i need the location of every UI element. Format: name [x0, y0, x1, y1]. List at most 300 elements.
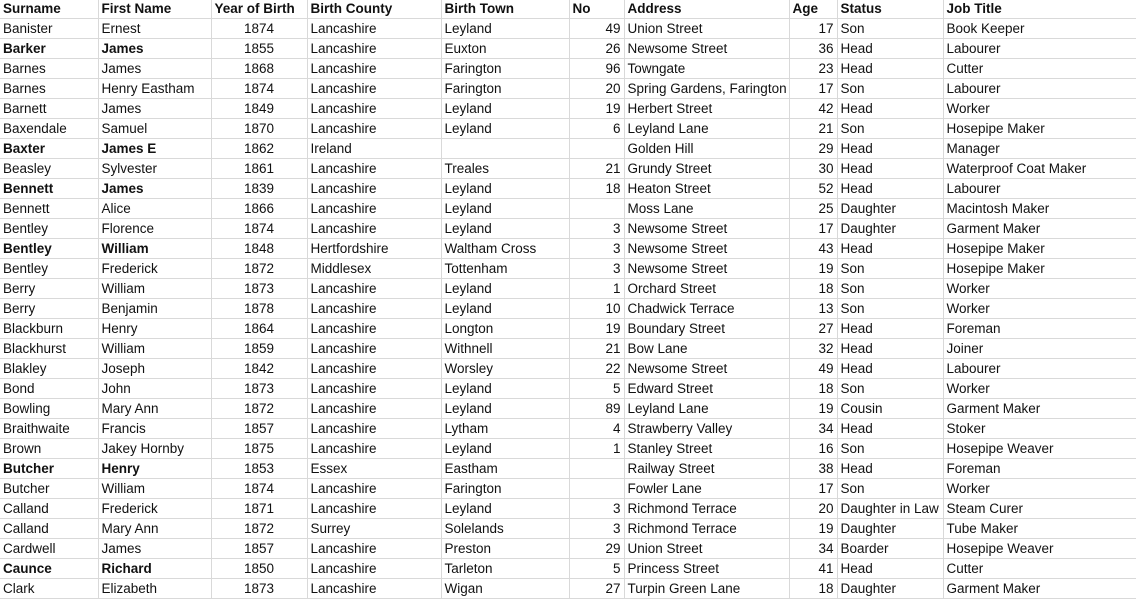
cell-first-name[interactable]: William — [98, 278, 211, 298]
cell-job-title[interactable]: Stoker — [943, 418, 1136, 438]
cell-age[interactable]: 38 — [789, 458, 837, 478]
cell-surname[interactable]: Calland — [0, 498, 98, 518]
cell-birth-town[interactable]: Euxton — [441, 38, 569, 58]
cell-birth-county[interactable]: Lancashire — [307, 558, 441, 578]
cell-surname[interactable]: Caunce — [0, 558, 98, 578]
cell-status[interactable]: Daughter — [837, 198, 943, 218]
cell-surname[interactable]: Blackhurst — [0, 338, 98, 358]
cell-job-title[interactable]: Worker — [943, 98, 1136, 118]
cell-age[interactable]: 41 — [789, 558, 837, 578]
cell-birth-town[interactable]: Tarleton — [441, 558, 569, 578]
cell-first-name[interactable]: Jakey Hornby — [98, 438, 211, 458]
cell-first-name[interactable]: John — [98, 378, 211, 398]
cell-year-of-birth[interactable]: 1874 — [211, 218, 307, 238]
cell-surname[interactable]: Berry — [0, 298, 98, 318]
cell-first-name[interactable]: Henry — [98, 318, 211, 338]
cell-house-number[interactable]: 3 — [569, 258, 624, 278]
cell-birth-town[interactable]: Wigan — [441, 578, 569, 598]
cell-birth-county[interactable]: Lancashire — [307, 158, 441, 178]
cell-surname[interactable]: Bennett — [0, 198, 98, 218]
cell-surname[interactable]: Calland — [0, 518, 98, 538]
cell-address[interactable]: Edward Street — [624, 378, 789, 398]
cell-birth-town[interactable]: Leyland — [441, 298, 569, 318]
cell-address[interactable]: Chadwick Terrace — [624, 298, 789, 318]
cell-birth-town[interactable]: Lytham — [441, 418, 569, 438]
cell-house-number[interactable]: 49 — [569, 18, 624, 38]
cell-age[interactable]: 16 — [789, 438, 837, 458]
cell-birth-county[interactable]: Lancashire — [307, 538, 441, 558]
cell-age[interactable]: 17 — [789, 218, 837, 238]
cell-age[interactable]: 20 — [789, 498, 837, 518]
cell-year-of-birth[interactable]: 1842 — [211, 358, 307, 378]
cell-house-number[interactable]: 21 — [569, 338, 624, 358]
cell-surname[interactable]: Clark — [0, 578, 98, 598]
cell-job-title[interactable]: Joiner — [943, 338, 1136, 358]
cell-job-title[interactable]: Garment Maker — [943, 218, 1136, 238]
cell-job-title[interactable]: Worker — [943, 278, 1136, 298]
cell-address[interactable]: Turpin Green Lane — [624, 578, 789, 598]
cell-surname[interactable]: Bowling — [0, 398, 98, 418]
cell-house-number[interactable]: 10 — [569, 298, 624, 318]
cell-surname[interactable]: Bentley — [0, 218, 98, 238]
cell-address[interactable]: Princess Street — [624, 558, 789, 578]
cell-age[interactable]: 23 — [789, 58, 837, 78]
cell-first-name[interactable]: Frederick — [98, 498, 211, 518]
cell-address[interactable]: Fowler Lane — [624, 478, 789, 498]
header-age[interactable]: Age — [789, 0, 837, 18]
cell-status[interactable]: Head — [837, 558, 943, 578]
cell-birth-county[interactable]: Lancashire — [307, 218, 441, 238]
cell-year-of-birth[interactable]: 1848 — [211, 238, 307, 258]
cell-age[interactable]: 49 — [789, 358, 837, 378]
cell-first-name[interactable]: Henry Eastham — [98, 78, 211, 98]
cell-status[interactable]: Son — [837, 378, 943, 398]
cell-surname[interactable]: Barnes — [0, 78, 98, 98]
cell-birth-town[interactable]: Longton — [441, 318, 569, 338]
cell-birth-town[interactable]: Leyland — [441, 398, 569, 418]
cell-age[interactable]: 42 — [789, 98, 837, 118]
header-birth-county[interactable]: Birth County — [307, 0, 441, 18]
cell-first-name[interactable]: Samuel — [98, 118, 211, 138]
cell-year-of-birth[interactable]: 1862 — [211, 138, 307, 158]
cell-house-number[interactable]: 96 — [569, 58, 624, 78]
cell-house-number[interactable]: 3 — [569, 498, 624, 518]
cell-birth-county[interactable]: Lancashire — [307, 278, 441, 298]
cell-job-title[interactable]: Book Keeper — [943, 18, 1136, 38]
cell-surname[interactable]: Bennett — [0, 178, 98, 198]
cell-year-of-birth[interactable]: 1872 — [211, 398, 307, 418]
cell-surname[interactable]: Braithwaite — [0, 418, 98, 438]
cell-year-of-birth[interactable]: 1873 — [211, 378, 307, 398]
cell-age[interactable]: 19 — [789, 258, 837, 278]
cell-surname[interactable]: Brown — [0, 438, 98, 458]
cell-surname[interactable]: Barker — [0, 38, 98, 58]
cell-address[interactable]: Herbert Street — [624, 98, 789, 118]
cell-job-title[interactable]: Foreman — [943, 318, 1136, 338]
cell-birth-county[interactable]: Ireland — [307, 138, 441, 158]
cell-year-of-birth[interactable]: 1864 — [211, 318, 307, 338]
cell-year-of-birth[interactable]: 1878 — [211, 298, 307, 318]
cell-birth-town[interactable]: Eastham — [441, 458, 569, 478]
cell-birth-town[interactable]: Leyland — [441, 118, 569, 138]
header-no[interactable]: No — [569, 0, 624, 18]
header-first-name[interactable]: First Name — [98, 0, 211, 18]
cell-birth-town[interactable]: Farington — [441, 58, 569, 78]
cell-status[interactable]: Head — [837, 418, 943, 438]
cell-status[interactable]: Head — [837, 458, 943, 478]
cell-job-title[interactable]: Garment Maker — [943, 398, 1136, 418]
cell-job-title[interactable]: Hosepipe Maker — [943, 238, 1136, 258]
cell-job-title[interactable]: Manager — [943, 138, 1136, 158]
cell-surname[interactable]: Butcher — [0, 458, 98, 478]
cell-year-of-birth[interactable]: 1873 — [211, 278, 307, 298]
cell-birth-county[interactable]: Hertfordshire — [307, 238, 441, 258]
cell-birth-county[interactable]: Lancashire — [307, 338, 441, 358]
cell-job-title[interactable]: Tube Maker — [943, 518, 1136, 538]
cell-status[interactable]: Son — [837, 478, 943, 498]
cell-address[interactable]: Orchard Street — [624, 278, 789, 298]
cell-birth-county[interactable]: Surrey — [307, 518, 441, 538]
cell-year-of-birth[interactable]: 1839 — [211, 178, 307, 198]
cell-year-of-birth[interactable]: 1857 — [211, 538, 307, 558]
header-birth-town[interactable]: Birth Town — [441, 0, 569, 18]
cell-year-of-birth[interactable]: 1874 — [211, 18, 307, 38]
cell-status[interactable]: Head — [837, 158, 943, 178]
cell-house-number[interactable]: 3 — [569, 218, 624, 238]
cell-house-number[interactable]: 29 — [569, 538, 624, 558]
cell-address[interactable]: Union Street — [624, 18, 789, 38]
cell-age[interactable]: 29 — [789, 138, 837, 158]
cell-birth-county[interactable]: Lancashire — [307, 358, 441, 378]
cell-job-title[interactable]: Garment Maker — [943, 578, 1136, 598]
cell-first-name[interactable]: Alice — [98, 198, 211, 218]
cell-year-of-birth[interactable]: 1868 — [211, 58, 307, 78]
cell-age[interactable]: 18 — [789, 378, 837, 398]
cell-status[interactable]: Cousin — [837, 398, 943, 418]
cell-address[interactable]: Bow Lane — [624, 338, 789, 358]
cell-address[interactable]: Golden Hill — [624, 138, 789, 158]
cell-age[interactable]: 43 — [789, 238, 837, 258]
cell-address[interactable]: Stanley Street — [624, 438, 789, 458]
cell-first-name[interactable]: Henry — [98, 458, 211, 478]
cell-birth-county[interactable]: Middlesex — [307, 258, 441, 278]
header-status[interactable]: Status — [837, 0, 943, 18]
cell-birth-town[interactable]: Leyland — [441, 18, 569, 38]
cell-year-of-birth[interactable]: 1850 — [211, 558, 307, 578]
cell-status[interactable]: Head — [837, 318, 943, 338]
cell-birth-town[interactable]: Farington — [441, 78, 569, 98]
cell-age[interactable]: 27 — [789, 318, 837, 338]
cell-first-name[interactable]: Mary Ann — [98, 398, 211, 418]
cell-job-title[interactable]: Labourer — [943, 38, 1136, 58]
cell-house-number[interactable]: 1 — [569, 278, 624, 298]
cell-status[interactable]: Head — [837, 238, 943, 258]
cell-year-of-birth[interactable]: 1849 — [211, 98, 307, 118]
cell-surname[interactable]: Banister — [0, 18, 98, 38]
cell-age[interactable]: 18 — [789, 278, 837, 298]
cell-year-of-birth[interactable]: 1872 — [211, 518, 307, 538]
cell-age[interactable]: 25 — [789, 198, 837, 218]
cell-status[interactable]: Son — [837, 18, 943, 38]
cell-first-name[interactable]: William — [98, 338, 211, 358]
cell-age[interactable]: 17 — [789, 78, 837, 98]
cell-house-number[interactable]: 3 — [569, 238, 624, 258]
cell-job-title[interactable]: Labourer — [943, 358, 1136, 378]
cell-first-name[interactable]: James — [98, 58, 211, 78]
cell-first-name[interactable]: William — [98, 478, 211, 498]
cell-job-title[interactable]: Waterproof Coat Maker — [943, 158, 1136, 178]
cell-address[interactable]: Grundy Street — [624, 158, 789, 178]
cell-house-number[interactable]: 20 — [569, 78, 624, 98]
cell-age[interactable]: 19 — [789, 518, 837, 538]
cell-first-name[interactable]: Sylvester — [98, 158, 211, 178]
cell-status[interactable]: Son — [837, 298, 943, 318]
cell-surname[interactable]: Bentley — [0, 258, 98, 278]
cell-job-title[interactable]: Hosepipe Maker — [943, 118, 1136, 138]
cell-house-number[interactable] — [569, 138, 624, 158]
cell-first-name[interactable]: William — [98, 238, 211, 258]
cell-surname[interactable]: Barnes — [0, 58, 98, 78]
cell-first-name[interactable]: James — [98, 98, 211, 118]
cell-house-number[interactable]: 3 — [569, 518, 624, 538]
cell-status[interactable]: Head — [837, 138, 943, 158]
cell-year-of-birth[interactable]: 1855 — [211, 38, 307, 58]
cell-surname[interactable]: Barnett — [0, 98, 98, 118]
cell-birth-town[interactable]: Leyland — [441, 98, 569, 118]
cell-house-number[interactable]: 21 — [569, 158, 624, 178]
cell-birth-county[interactable]: Lancashire — [307, 38, 441, 58]
cell-surname[interactable]: Bentley — [0, 238, 98, 258]
cell-status[interactable]: Head — [837, 58, 943, 78]
cell-birth-town[interactable]: Tottenham — [441, 258, 569, 278]
cell-birth-county[interactable]: Lancashire — [307, 298, 441, 318]
cell-address[interactable]: Union Street — [624, 538, 789, 558]
cell-address[interactable]: Newsome Street — [624, 358, 789, 378]
cell-job-title[interactable]: Cutter — [943, 558, 1136, 578]
cell-surname[interactable]: Beasley — [0, 158, 98, 178]
cell-birth-county[interactable]: Essex — [307, 458, 441, 478]
cell-age[interactable]: 34 — [789, 538, 837, 558]
cell-age[interactable]: 52 — [789, 178, 837, 198]
cell-age[interactable]: 19 — [789, 398, 837, 418]
cell-address[interactable]: Railway Street — [624, 458, 789, 478]
cell-year-of-birth[interactable]: 1873 — [211, 578, 307, 598]
cell-first-name[interactable]: Richard — [98, 558, 211, 578]
cell-age[interactable]: 36 — [789, 38, 837, 58]
cell-birth-town[interactable] — [441, 138, 569, 158]
cell-birth-town[interactable]: Leyland — [441, 218, 569, 238]
cell-first-name[interactable]: Francis — [98, 418, 211, 438]
cell-status[interactable]: Head — [837, 98, 943, 118]
cell-birth-town[interactable]: Leyland — [441, 198, 569, 218]
cell-birth-town[interactable]: Farington — [441, 478, 569, 498]
cell-status[interactable]: Head — [837, 338, 943, 358]
cell-first-name[interactable]: Joseph — [98, 358, 211, 378]
cell-year-of-birth[interactable]: 1859 — [211, 338, 307, 358]
cell-first-name[interactable]: James — [98, 178, 211, 198]
cell-address[interactable]: Spring Gardens, Farington — [624, 78, 789, 98]
cell-birth-county[interactable]: Lancashire — [307, 398, 441, 418]
cell-birth-county[interactable]: Lancashire — [307, 78, 441, 98]
cell-age[interactable]: 30 — [789, 158, 837, 178]
cell-surname[interactable]: Butcher — [0, 478, 98, 498]
cell-first-name[interactable]: Florence — [98, 218, 211, 238]
cell-house-number[interactable]: 22 — [569, 358, 624, 378]
cell-status[interactable]: Head — [837, 358, 943, 378]
cell-age[interactable]: 21 — [789, 118, 837, 138]
cell-surname[interactable]: Cardwell — [0, 538, 98, 558]
cell-first-name[interactable]: Elizabeth — [98, 578, 211, 598]
cell-address[interactable]: Boundary Street — [624, 318, 789, 338]
cell-year-of-birth[interactable]: 1874 — [211, 78, 307, 98]
cell-house-number[interactable]: 27 — [569, 578, 624, 598]
cell-birth-county[interactable]: Lancashire — [307, 438, 441, 458]
cell-address[interactable]: Leyland Lane — [624, 398, 789, 418]
header-surname[interactable]: Surname — [0, 0, 98, 18]
cell-job-title[interactable]: Worker — [943, 478, 1136, 498]
cell-job-title[interactable]: Labourer — [943, 78, 1136, 98]
cell-birth-town[interactable]: Leyland — [441, 378, 569, 398]
cell-surname[interactable]: Berry — [0, 278, 98, 298]
cell-year-of-birth[interactable]: 1875 — [211, 438, 307, 458]
cell-birth-town[interactable]: Worsley — [441, 358, 569, 378]
cell-address[interactable]: Newsome Street — [624, 218, 789, 238]
cell-birth-town[interactable]: Preston — [441, 538, 569, 558]
cell-birth-town[interactable]: Leyland — [441, 178, 569, 198]
cell-surname[interactable]: Blackburn — [0, 318, 98, 338]
cell-address[interactable]: Heaton Street — [624, 178, 789, 198]
header-address[interactable]: Address — [624, 0, 789, 18]
cell-year-of-birth[interactable]: 1866 — [211, 198, 307, 218]
cell-status[interactable]: Head — [837, 178, 943, 198]
cell-status[interactable]: Daughter in Law — [837, 498, 943, 518]
cell-address[interactable]: Moss Lane — [624, 198, 789, 218]
cell-address[interactable]: Newsome Street — [624, 238, 789, 258]
cell-birth-county[interactable]: Lancashire — [307, 478, 441, 498]
cell-job-title[interactable]: Steam Curer — [943, 498, 1136, 518]
cell-job-title[interactable]: Worker — [943, 298, 1136, 318]
cell-year-of-birth[interactable]: 1874 — [211, 478, 307, 498]
cell-address[interactable]: Strawberry Valley — [624, 418, 789, 438]
cell-birth-county[interactable]: Lancashire — [307, 578, 441, 598]
cell-house-number[interactable] — [569, 458, 624, 478]
cell-birth-county[interactable]: Lancashire — [307, 118, 441, 138]
cell-address[interactable]: Newsome Street — [624, 38, 789, 58]
header-job-title[interactable]: Job Title — [943, 0, 1136, 18]
cell-birth-county[interactable]: Lancashire — [307, 498, 441, 518]
cell-status[interactable]: Son — [837, 438, 943, 458]
cell-age[interactable]: 17 — [789, 478, 837, 498]
cell-house-number[interactable]: 19 — [569, 98, 624, 118]
cell-age[interactable]: 17 — [789, 18, 837, 38]
cell-address[interactable]: Richmond Terrace — [624, 518, 789, 538]
cell-house-number[interactable]: 1 — [569, 438, 624, 458]
cell-birth-town[interactable]: Waltham Cross — [441, 238, 569, 258]
cell-house-number[interactable]: 89 — [569, 398, 624, 418]
cell-surname[interactable]: Blakley — [0, 358, 98, 378]
cell-age[interactable]: 34 — [789, 418, 837, 438]
cell-status[interactable]: Daughter — [837, 518, 943, 538]
cell-first-name[interactable]: Benjamin — [98, 298, 211, 318]
cell-address[interactable]: Richmond Terrace — [624, 498, 789, 518]
cell-job-title[interactable]: Foreman — [943, 458, 1136, 478]
cell-birth-county[interactable]: Lancashire — [307, 58, 441, 78]
cell-birth-town[interactable]: Leyland — [441, 438, 569, 458]
cell-age[interactable]: 13 — [789, 298, 837, 318]
cell-house-number[interactable]: 26 — [569, 38, 624, 58]
cell-first-name[interactable]: James E — [98, 138, 211, 158]
cell-address[interactable]: Leyland Lane — [624, 118, 789, 138]
cell-birth-town[interactable]: Solelands — [441, 518, 569, 538]
cell-birth-county[interactable]: Lancashire — [307, 418, 441, 438]
cell-year-of-birth[interactable]: 1853 — [211, 458, 307, 478]
cell-first-name[interactable]: Mary Ann — [98, 518, 211, 538]
cell-status[interactable]: Son — [837, 258, 943, 278]
header-year-of-birth[interactable]: Year of Birth — [211, 0, 307, 18]
cell-surname[interactable]: Baxter — [0, 138, 98, 158]
cell-first-name[interactable]: Ernest — [98, 18, 211, 38]
cell-year-of-birth[interactable]: 1857 — [211, 418, 307, 438]
cell-birth-county[interactable]: Lancashire — [307, 198, 441, 218]
cell-first-name[interactable]: James — [98, 538, 211, 558]
cell-house-number[interactable]: 5 — [569, 558, 624, 578]
cell-job-title[interactable]: Hosepipe Weaver — [943, 538, 1136, 558]
cell-birth-town[interactable]: Treales — [441, 158, 569, 178]
cell-birth-county[interactable]: Lancashire — [307, 18, 441, 38]
cell-address[interactable]: Towngate — [624, 58, 789, 78]
cell-year-of-birth[interactable]: 1861 — [211, 158, 307, 178]
cell-status[interactable]: Son — [837, 78, 943, 98]
cell-birth-town[interactable]: Leyland — [441, 278, 569, 298]
cell-first-name[interactable]: James — [98, 38, 211, 58]
cell-birth-county[interactable]: Lancashire — [307, 178, 441, 198]
cell-house-number[interactable]: 19 — [569, 318, 624, 338]
cell-age[interactable]: 18 — [789, 578, 837, 598]
cell-job-title[interactable]: Worker — [943, 378, 1136, 398]
cell-status[interactable]: Daughter — [837, 218, 943, 238]
cell-status[interactable]: Son — [837, 278, 943, 298]
cell-job-title[interactable]: Cutter — [943, 58, 1136, 78]
cell-year-of-birth[interactable]: 1871 — [211, 498, 307, 518]
cell-job-title[interactable]: Hosepipe Weaver — [943, 438, 1136, 458]
cell-surname[interactable]: Bond — [0, 378, 98, 398]
cell-birth-county[interactable]: Lancashire — [307, 378, 441, 398]
cell-house-number[interactable]: 4 — [569, 418, 624, 438]
cell-house-number[interactable]: 6 — [569, 118, 624, 138]
cell-status[interactable]: Head — [837, 38, 943, 58]
cell-year-of-birth[interactable]: 1870 — [211, 118, 307, 138]
cell-year-of-birth[interactable]: 1872 — [211, 258, 307, 278]
cell-house-number[interactable]: 5 — [569, 378, 624, 398]
cell-address[interactable]: Newsome Street — [624, 258, 789, 278]
cell-first-name[interactable]: Frederick — [98, 258, 211, 278]
cell-birth-town[interactable]: Withnell — [441, 338, 569, 358]
cell-house-number[interactable]: 18 — [569, 178, 624, 198]
cell-age[interactable]: 32 — [789, 338, 837, 358]
cell-birth-county[interactable]: Lancashire — [307, 98, 441, 118]
cell-birth-town[interactable]: Leyland — [441, 498, 569, 518]
cell-status[interactable]: Son — [837, 118, 943, 138]
cell-birth-county[interactable]: Lancashire — [307, 318, 441, 338]
cell-status[interactable]: Daughter — [837, 578, 943, 598]
cell-job-title[interactable]: Labourer — [943, 178, 1136, 198]
cell-surname[interactable]: Baxendale — [0, 118, 98, 138]
cell-house-number[interactable] — [569, 198, 624, 218]
cell-status[interactable]: Boarder — [837, 538, 943, 558]
cell-job-title[interactable]: Hosepipe Maker — [943, 258, 1136, 278]
cell-job-title[interactable]: Macintosh Maker — [943, 198, 1136, 218]
cell-house-number[interactable] — [569, 478, 624, 498]
